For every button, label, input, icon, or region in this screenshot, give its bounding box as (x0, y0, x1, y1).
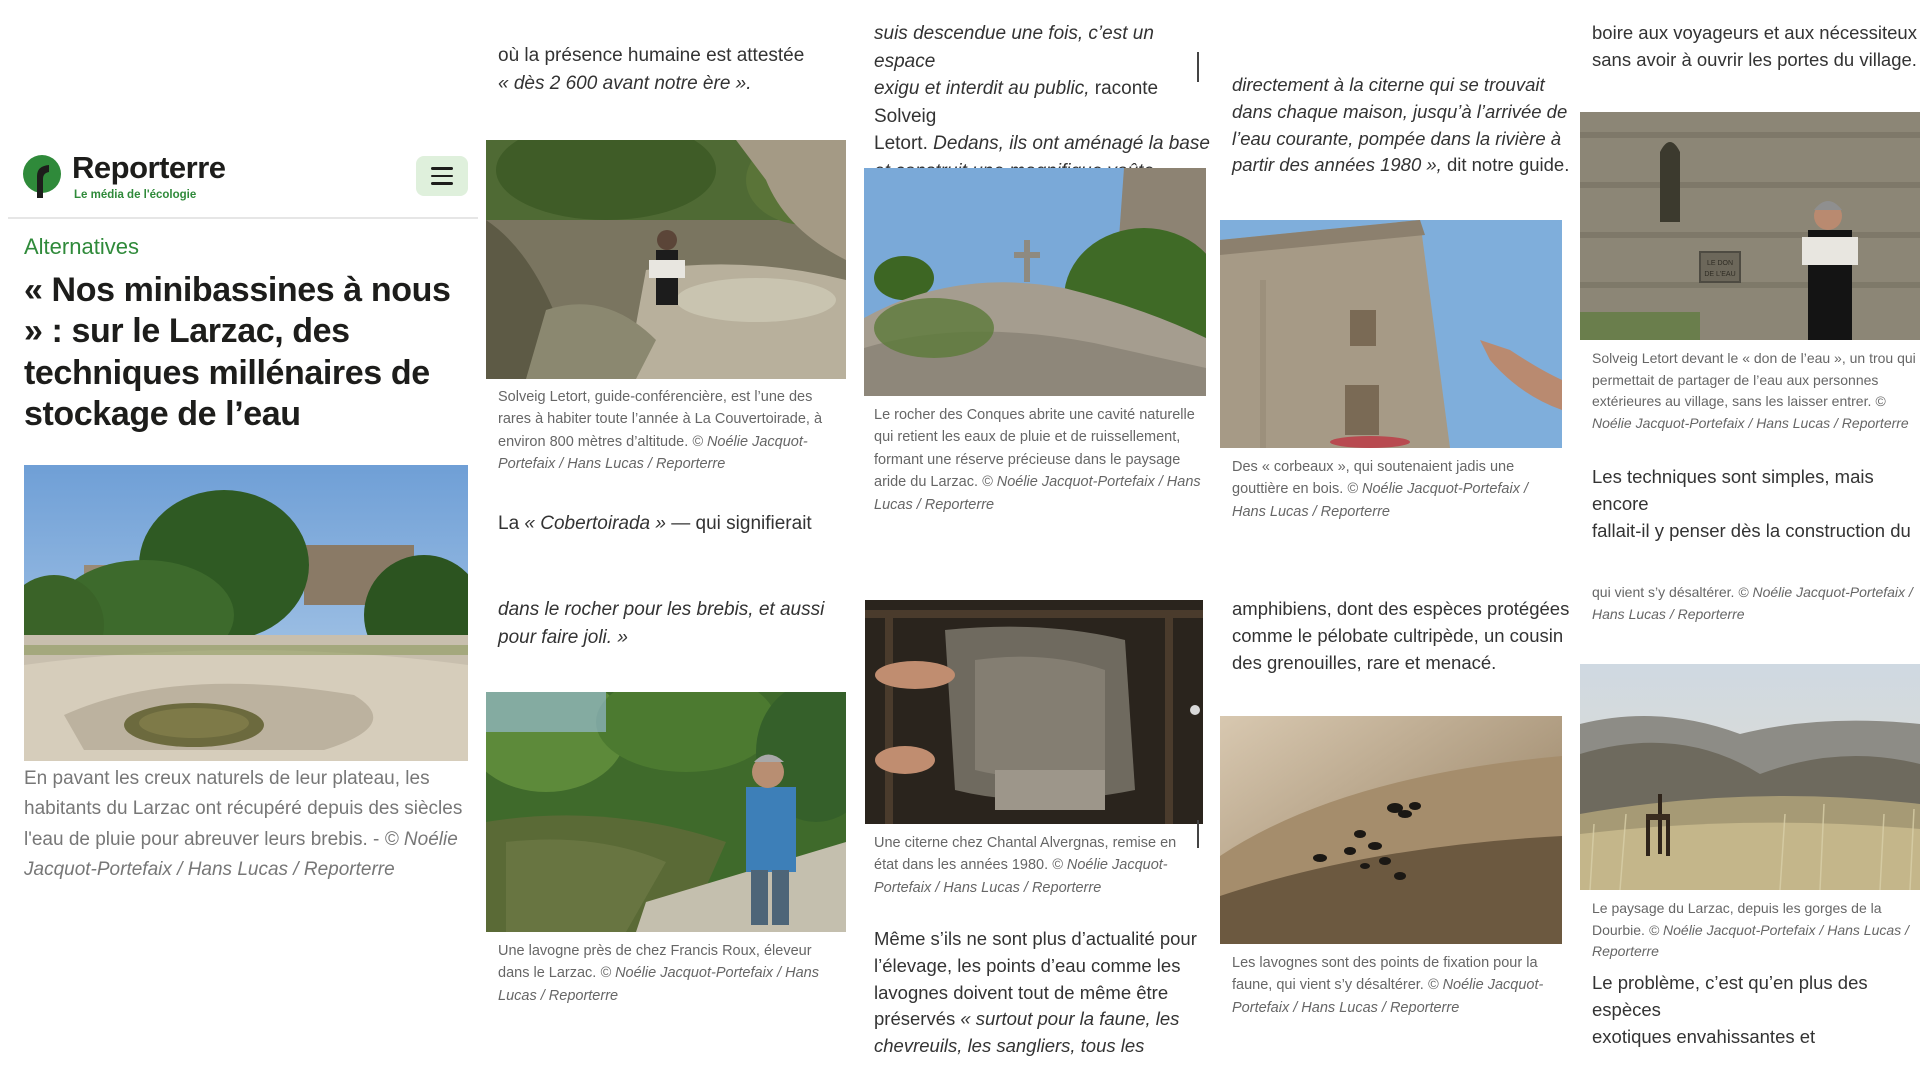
paragraph-fragment: La « Cobertoirada » — qui signifierait (498, 513, 812, 534)
plaque-line-2: DE L'EAU (1704, 271, 1736, 278)
menu-button[interactable] (416, 156, 468, 196)
photo-caption: Une lavogne près de chez Francis Roux, éleveur dans le Larzac. © Noélie Jacquot-Portefaix / Hans Lucas / Reporterre (498, 943, 819, 1004)
photo-caption: qui vient s’y désaltérer. © Noélie Jacquot-Portefaix / Hans Lucas / Reporterre (1592, 584, 1913, 622)
paragraph-fragment: où la présence humaine est attestée « dès 2 600 avant notre ère ». (498, 45, 805, 94)
photo-caption: Solveig Letort, guide-conférencière, est l’une des rares à habiter toute l’année à La Couvertoirade, à environ 800 mètres d’altitude. © Noélie Jacquot-Portefaix / Hans Lucas / Reporterre (498, 389, 823, 473)
reporterre-logo-icon[interactable] (22, 154, 62, 198)
paragraph-fragment: suis descendue une fois, c’est un espace exigu et interdit au public, raconte Solveig Letort. Dedans, ils ont aménagé la base (874, 23, 1210, 155)
paragraph-fragment: Même s’ils ne sont plus d’actualité pour l’élevage, les points d’eau comme les lavognes doivent tout de même être préservés « surtout pour la faune, les chevreuils, les sangliers, tous les (874, 928, 1197, 1057)
plaque-line-1: LE DON (1706, 260, 1734, 267)
column-2 (486, 0, 848, 1080)
photo-caption: Les lavognes sont des points de fixation pour la faune, qui vient s’y désaltérer. © Noélie Jacquot-Portefaix / Hans Lucas / Reporterre (1232, 955, 1544, 1016)
site-header (8, 140, 478, 219)
column-5 (1576, 0, 1920, 1080)
photo-francis-roux (486, 692, 846, 932)
paragraph-fragment: dans le rocher pour les brebis, et aussi pour faire joli. » (498, 599, 825, 648)
lead-photo-lavogne (24, 465, 468, 761)
paragraph-fragment: directement à la citerne qui se trouvait dans chaque maison, jusqu’à l’arrivée de l’eau courante, pompée dans la rivière à partir des années 1980 », dit notre guide. (1232, 74, 1570, 176)
column-4 (1218, 0, 1570, 1080)
photo-caption: Des « corbeaux », qui soutenaient jadis une gouttière en bois. © Noélie Jacquot-Portefaix / Hans Lucas / Reporterre (1232, 459, 1529, 520)
photo-caption: Le paysage du Larzac, depuis les gorges de la Dourbie. © Noélie Jacquot-Portefaix / Hans Lucas / Reporterre (1592, 900, 1909, 960)
photo-caption: Le rocher des Conques abrite une cavité naturelle qui retient les eaux de pluie et de ruissellement, formant une réserve précieuse dans le paysage aride du Larzac. © Noélie Jacquot-Portefaix / Hans Lucas / Reporterre (874, 407, 1201, 513)
photo-caption: Solveig Letort devant le « don de l’eau », un trou qui permettait de partager de l’eau aux personnes extérieures au village, sans les laisser entrer. © Noélie Jacquot-Portefaix / Hans Lucas / Reporterre (1592, 350, 1916, 432)
photo-solveig-lavogne (486, 140, 846, 379)
scrollbar-indicator[interactable] (1197, 52, 1199, 82)
lead-photo-caption: En pavant les creux naturels de leur plateau, les habitants du Larzac ont récupéré depuis des siècles l'eau de pluie pour abreuver leurs brebis. - © Noélie Jacquot-Portefaix / Hans Lucas / Reporterre (24, 768, 463, 881)
photo-caption: Une citerne chez Chantal Alvergnas, remise en état dans les années 1980. © Noélie Jacquot-Portefaix / Hans Lucas / Reporterre (874, 835, 1177, 896)
photo-citerne-alvergnas (865, 600, 1203, 824)
paragraph-fragment: amphibiens, dont des espèces protégées comme le pélobate cultripède, un cousin des grenouilles, rare et menacé. (1232, 598, 1570, 673)
article-rubric[interactable]: Alternatives (24, 234, 139, 259)
photo-don-de-leau (1580, 112, 1920, 340)
page-title: « Nos minibassines à nous » : sur le Larzac, des techniques millénaires de stockage de l’eau (24, 271, 451, 434)
photo-rocher-des-conques (864, 168, 1206, 396)
photo-faune-lavogne (1220, 716, 1562, 944)
paragraph-fragment: boire aux voyageurs et aux nécessiteux sans avoir à ouvrir les portes du village. (1592, 22, 1917, 70)
paragraph-fragment: Le problème, c’est qu’en plus des espèces exotiques envahissantes et (1592, 972, 1868, 1047)
brand-name[interactable]: Reporterre (72, 150, 226, 185)
paragraph-fragment: Les techniques sont simples, mais encore fallait-il y penser dès la construction du (1592, 466, 1911, 541)
brand-tagline: Le média de l'écologie (74, 189, 197, 201)
column-1 (0, 0, 480, 1080)
hamburger-icon (431, 167, 453, 170)
column-3 (862, 0, 1214, 1080)
photo-corbeaux (1220, 220, 1562, 448)
photo-gorges-dourbie (1580, 664, 1920, 890)
